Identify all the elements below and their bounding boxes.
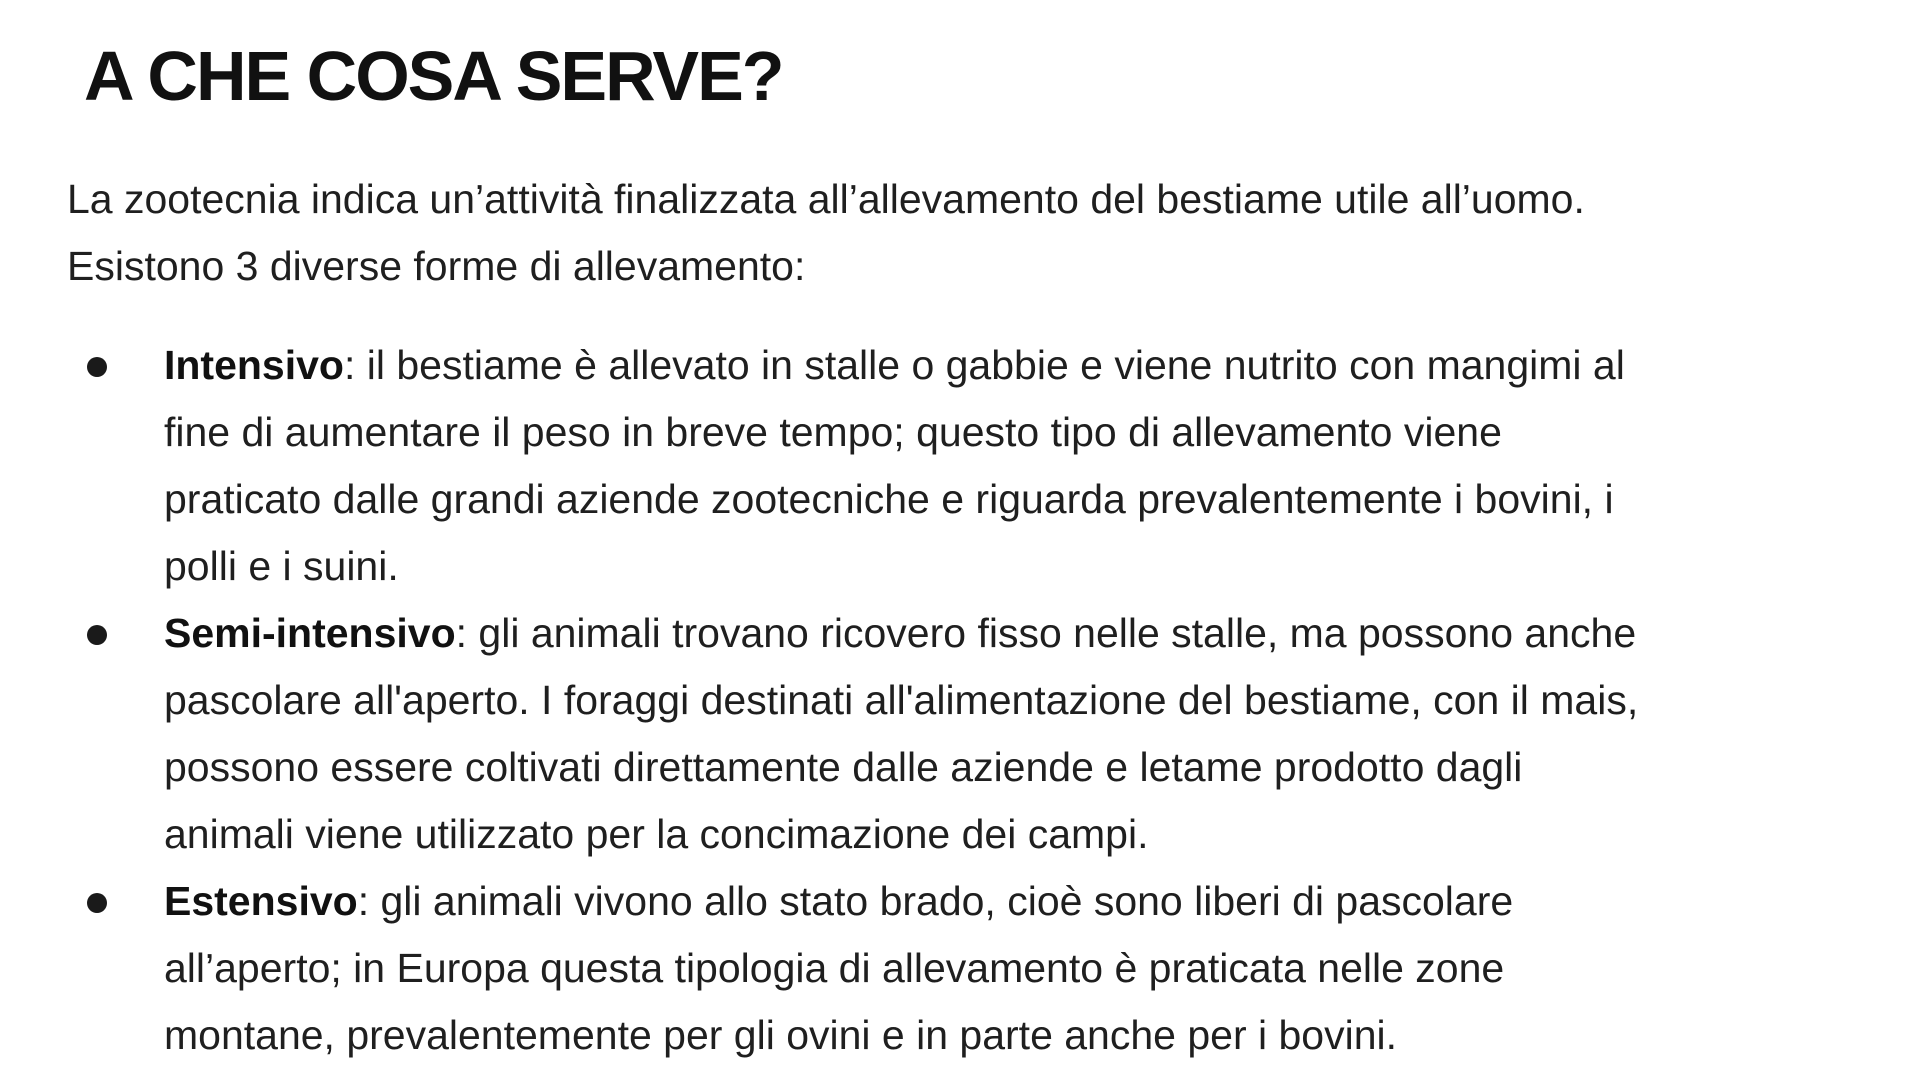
item-line: montane, prevalentemente per gli ovini e in parte anche per i bovini. <box>164 1012 1398 1058</box>
item-line: polli e i suini. <box>164 543 399 589</box>
intro-line-2: Esistono 3 diverse forme di allevamento: <box>67 243 806 289</box>
item-line: animali viene utilizzato per la concimazione dei campi. <box>164 811 1149 857</box>
item-term: Intensivo <box>164 342 344 388</box>
item-text: : gli animali trovano ricovero fisso nelle stalle, ma possono anche <box>455 610 1637 656</box>
item-line: praticato dalle grandi aziende zootecniche e riguarda prevalentemente i bovini, i <box>164 476 1614 522</box>
list-item-estensivo <box>0 868 1720 1069</box>
item-line <box>164 600 1720 667</box>
item-line: fine di aumentare il peso in breve tempo; questo tipo di allevamento viene <box>164 409 1502 455</box>
intro-line-1: La zootecnia indica un’attività finalizzata all’allevamento del bestiame utile all’uomo. <box>67 176 1585 222</box>
item-text: : il bestiame è allevato in stalle o gabbie e viene nutrito con mangimi al <box>343 342 1625 388</box>
bullet-icon <box>87 893 107 913</box>
item-line <box>164 868 1720 935</box>
intro-paragraph <box>67 166 1857 300</box>
item-text: : gli animali vivono allo stato brado, cioè sono liberi di pascolare <box>357 878 1514 924</box>
list-item-semi-intensivo <box>0 600 1720 868</box>
item-line: all’aperto; in Europa questa tipologia di allevamento è praticata nelle zone <box>164 945 1505 991</box>
list-item-intensivo <box>0 332 1720 600</box>
item-line: pascolare all'aperto. I foraggi destinati all'alimentazione del bestiame, con il mais, <box>164 677 1639 723</box>
bullet-icon <box>87 625 107 645</box>
item-term: Semi-intensivo <box>164 610 456 656</box>
item-line: possono essere coltivati direttamente dalle aziende e letame prodotto dagli <box>164 744 1523 790</box>
page-title: A CHE COSA SERVE? <box>84 37 783 115</box>
item-line <box>164 332 1720 399</box>
bullet-icon <box>87 357 107 377</box>
breeding-types-list <box>0 332 1920 1069</box>
item-term: Estensivo <box>164 878 358 924</box>
